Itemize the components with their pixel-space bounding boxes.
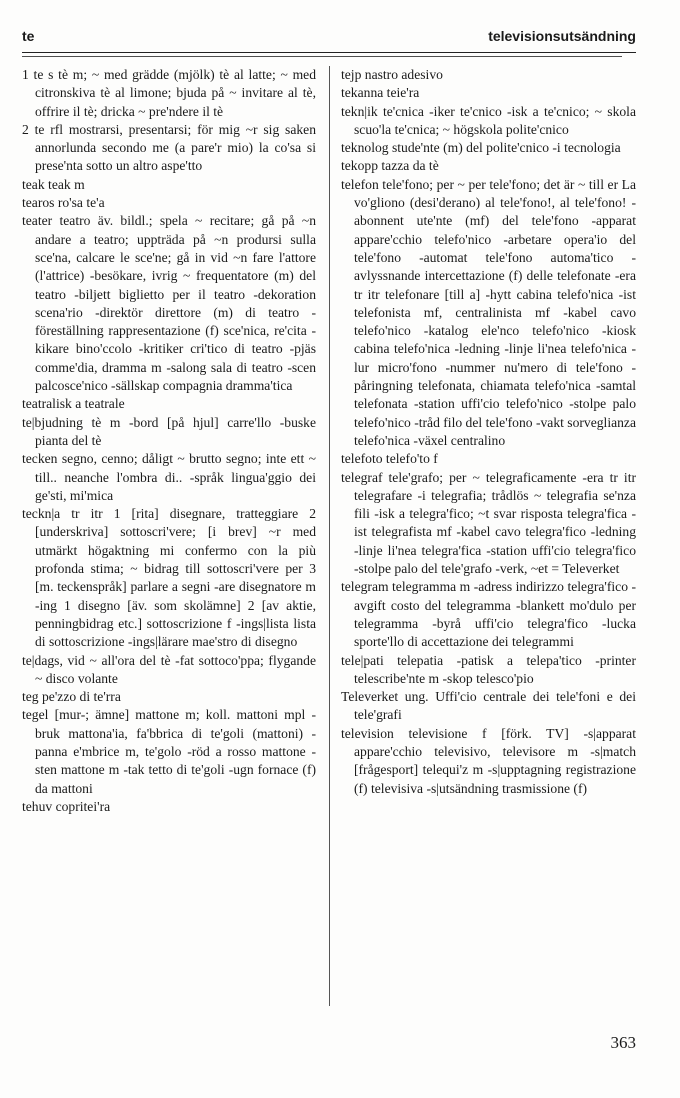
entry-telegraf: telegraf tele'grafo; per ~ telegraficamente -era tr itr telegrafare -i telegrafia; trådlös ~ telegrafia se'nza fili -isk a telegra'fico; ~t svar risposta telegra'fica -ist telegrafista mf -kabel cavo telegra'fico -ledning -linje li'nea telegra'fica -station uffi'cio telegra'fico -stolpe palo del tele'grafo -verk, ~et = Televerket (341, 469, 636, 577)
left-column (22, 66, 316, 816)
entry-tecken: tecken segno, cenno; dåligt ~ brutto segno; inte ett ~ till.. neanche l'ombra di.. -språk lingua'ggio dei ge'sti, mi'mica (22, 451, 316, 503)
entry-telefoto: telefoto telefo'to f (341, 451, 438, 467)
entry-2-te: 2 te rfl mostrarsi, presentarsi; för mig ~r sig saken annorlunda secondo me (a pare'r mio) la co'sa si prese'nta sotto un altro aspe'tto (22, 121, 316, 174)
entry-teatralisk: teatralisk a teatrale (22, 396, 125, 412)
entry-teknik: tekn|ik te'cnica -iker te'cnico -isk a te'cnico; ~ skola scuo'la te'cnica; ~ högskola polite'cnico (341, 103, 636, 137)
left-guide-word: te (22, 28, 35, 44)
entry-tehuv: tehuv copritei'ra (22, 798, 111, 814)
entry-teg: teg pe'zzo di te'rra (22, 689, 121, 705)
entry-tekanna: tekanna teie'ra (341, 85, 420, 101)
entry-tebjudning: te|bjudning tè m -bord [på hjul] carre'llo -buske pianta del tè (22, 414, 316, 448)
entry-tearos: tearos ro'sa te'a (22, 195, 105, 211)
right-column (341, 66, 636, 798)
column-divider (329, 66, 330, 1006)
entry-tegel: tegel [mur-; ämne] mattone m; koll. mattoni mpl -bruk mattona'ia, fa'bbrica di te'goli (mattoni) -panna e'mbrice m, te'golo -röd a rosso mattone -sten mattone m -tak tetto di te'goli -ugn fornace (f) da mattoni (22, 707, 316, 796)
header-rule-double (22, 56, 622, 57)
page-number: 363 (610, 1033, 636, 1052)
entry-tedags: te|dags, vid ~ all'ora del tè -fat sottoco'ppa; flygande ~ disco volante (22, 652, 316, 686)
header-rule (22, 52, 636, 53)
right-guide-word: televisionsutsändning (488, 28, 636, 44)
entry-teckna: teckn|a tr itr 1 [rita] disegnare, tratteggiare 2 [underskriva] sottoscri'vere; [i brev] ~r med utmärkt högaktning mi confermo con la più profonda stima; ~ bidrag till sottoscri'vere per 3 [m. teckenspråk] parlare a segni -are disegnatore m -ing 1 disegno [äv. som skolämne] 2 [av aktie, penningbidrag etc.] sottoscrizione f -ings|lista lista di sottoscrizione -ings|lärare mae'stro di disegno (22, 506, 316, 650)
entry-tejp: tejp nastro adesivo (341, 67, 443, 82)
entry-television: television televisione f [förk. TV] -s|apparat appare'cchio televisivo, televisore m -s|match [frågesport] telequi'z m -s|upptagning registrazione (f) televisiva -s|utsändning trasmissione (f) (341, 725, 636, 796)
entry-1-te: 1 te s tè m; ~ med grädde (mjölk) tè al latte; ~ med citronskiva tè al limone; bjuda på ~ invitare al tè, offrire il tè; dricka ~ pre'ndere il tè (22, 67, 316, 119)
entry-tekopp: tekopp tazza da tè (341, 158, 439, 174)
entry-telepati: tele|pati telepatia -patisk a telepa'tico -printer telescribe'nte m -skop telesco'pio (341, 652, 636, 686)
entry-televerket: Televerket ung. Uffi'cio centrale dei tele'foni e dei tele'grafi (341, 689, 636, 723)
entry-teater: teater teatro äv. bildl.; spela ~ recitare; gå på ~n andare a teatro; uppträda på ~n prodursi sulla sce'na, calcare le sce'ne; gå in vid ~n fare l'attore (l'attrice) -besökare, ivrig ~ frequentatore (m) del teatro -biljett biglietto per il teatro -dekoration scena'rio -direktör direttore (m) di teatro -föreställning rappresentazione (f) sce'nica, re'cita -kikare bino'ccolo -kritiker cri'tico di teatro -pjäs comme'dia, dramma m -salong sala di teatro -scen palcosce'nico -sällskap compagnia dramma'tica (22, 213, 316, 394)
entry-telefon: telefon tele'fono; per ~ per tele'fono; det är ~ till er La vo'gliono (desi'derano) al tele'fono!, al tele'fono! -abonnent ute'nte (mf) del tele'fono -apparat appare'cchio telefo'nico -arbetare opera'io del tele'fono -automat tele'fono automa'tico -avlyssnande intercettazione (f) delle telefonate -era tr itr telefonare [till a] -hytt cabina telefo'nica -ist telefonista mf, centralinista mf -kabel cavo telefo'nico -katalog ele'nco telefo'nico -kiosk cabina telefo'nica -ledning -linje li'nea telefo'nica -lur micro'fono -nummer nu'mero di tele'fono -påringning telefonata, chiamata telefo'nica -samtal telefonata -station uffi'cio telefo'nico -stolpe palo telefo'nico -tråd filo del tele'fono -vakt sorveglianza telefo'nica -växel centralino (341, 176, 636, 448)
entry-teknolog: teknolog stude'nte (m) del polite'cnico -i tecnologia (341, 140, 621, 156)
entry-teak: teak teak m (22, 176, 85, 192)
entry-telegram: telegram telegramma m -adress indirizzo telegra'fico -avgift costo del telegramma -blankett mo'dulo per telegramma -byrå uffi'cio telegra'fico -lucka sporte'llo di accettazione dei telegrammi (341, 579, 636, 650)
